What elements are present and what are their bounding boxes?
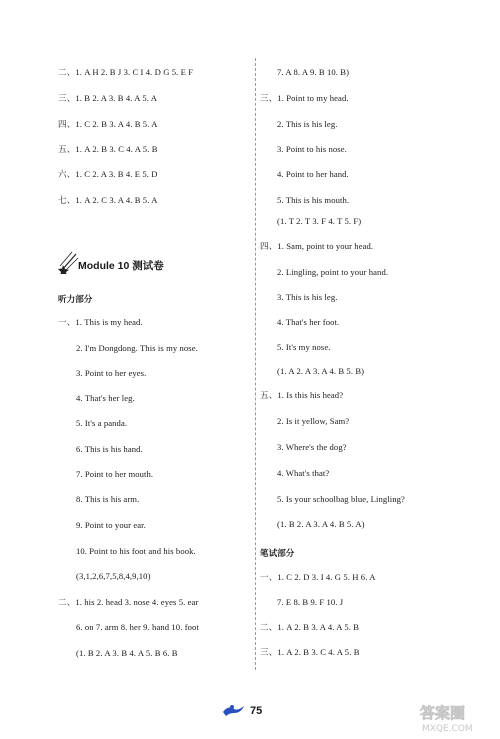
module-title: Module 10 测试卷: [78, 260, 164, 272]
listening-line: 一、1. This is my head.: [58, 317, 143, 327]
shooting-star-icon: [58, 248, 80, 274]
answer-line: 2. This is his leg.: [277, 119, 338, 129]
answer-line: 4. What's that?: [277, 468, 330, 478]
answer-line-5: 五、1. A 2. B 3. C 4. A 5. B: [58, 144, 158, 154]
answer-line: 5. This is his mouth.: [277, 195, 350, 205]
answer-line: 4. Point to her hand.: [277, 169, 349, 179]
module-heading: [58, 248, 258, 276]
flying-figure-icon: [222, 703, 246, 717]
writing-line: 一、1. C 2. D 3. I 4. G 5. H 6. A: [260, 572, 376, 582]
listening-line: 4. That's her leg.: [76, 393, 135, 403]
answer-line: 2. Lingling, point to your hand.: [277, 267, 389, 277]
answer-site-watermark: [418, 702, 498, 734]
writing-line: 三、1. A 2. B 3. C 4. A 5. B: [260, 647, 360, 657]
answer-line-2: 二、1. A H 2. B J 3. C I 4. D G 5. E F: [58, 67, 194, 77]
svg-text:答案圈: 答案圈: [420, 704, 466, 722]
listening-line: 7. Point to her mouth.: [76, 469, 154, 479]
listening-line: 5. It's a panda.: [76, 418, 128, 428]
listening-line: 9. Point to your ear.: [76, 520, 146, 530]
listening-order: (3,1,2,6,7,5,8,4,9,10): [76, 571, 151, 581]
answer-line: 3. Point to his nose.: [277, 144, 347, 154]
answer-line: 3. This is his leg.: [277, 292, 338, 302]
writing-line: 二、1. A 2. B 3. A 4. A 5. B: [260, 622, 360, 632]
column-divider: [255, 58, 256, 670]
listening-line: 10. Point to his foot and his book.: [76, 546, 196, 556]
answer-line: 2. Is it yellow, Sam?: [277, 416, 350, 426]
answer-key: (1. T 2. T 3. F 4. T 5. F): [277, 216, 362, 226]
answer-line: 三、1. Point to my head.: [260, 93, 349, 103]
answer-line: 四、1. Sam, point to your head.: [260, 241, 374, 251]
listening-line: 6. on 7. arm 8. her 9. hand 10. foot: [76, 622, 199, 632]
answer-line-4: 四、1. C 2. B 3. A 4. B 5. A: [58, 119, 158, 129]
svg-text:MXQE.COM: MXQE.COM: [422, 724, 473, 734]
page-number: 75: [250, 705, 263, 717]
answer-line-6: 六、1. C 2. A 3. B 4. E 5. D: [58, 169, 158, 179]
listening-line: 6. This is his hand.: [76, 444, 143, 454]
answer-line-3: 三、1. B 2. A 3. B 4. A 5. A: [58, 93, 158, 103]
listening-section-title: 听力部分: [58, 294, 93, 304]
listening-line: 二、1. his 2. head 3. nose 4. eyes 5. ear: [58, 597, 199, 607]
answer-key: (1. B 2. A 3. A 4. B 5. A): [277, 519, 365, 529]
writing-line: 7. E 8. B 9. F 10. J: [277, 597, 344, 607]
answer-key: (1. A 2. A 3. A 4. B 5. B): [277, 366, 365, 376]
listening-line: 2. I'm Dongdong. This is my nose.: [76, 343, 198, 353]
answer-line: 5. It's my nose.: [277, 342, 331, 352]
answer-line: 5. Is your schoolbag blue, Lingling?: [277, 494, 405, 504]
answer-line: 4. That's her foot.: [277, 317, 340, 327]
answer-line-7: 七、1. A 2. C 3. A 4. B 5. A: [58, 195, 158, 205]
writing-section-title: 笔试部分: [260, 548, 295, 558]
listening-line: 3. Point to her eyes.: [76, 368, 147, 378]
answer-line: 3. Where's the dog?: [277, 442, 347, 452]
listening-line: (1. B 2. A 3. B 4. A 5. B 6. B: [76, 648, 178, 658]
answer-line: 7. A 8. A 9. B 10. B): [277, 67, 350, 77]
listening-line: 8. This is his arm.: [76, 494, 140, 504]
answer-line: 五、1. Is this his head?: [260, 390, 344, 400]
